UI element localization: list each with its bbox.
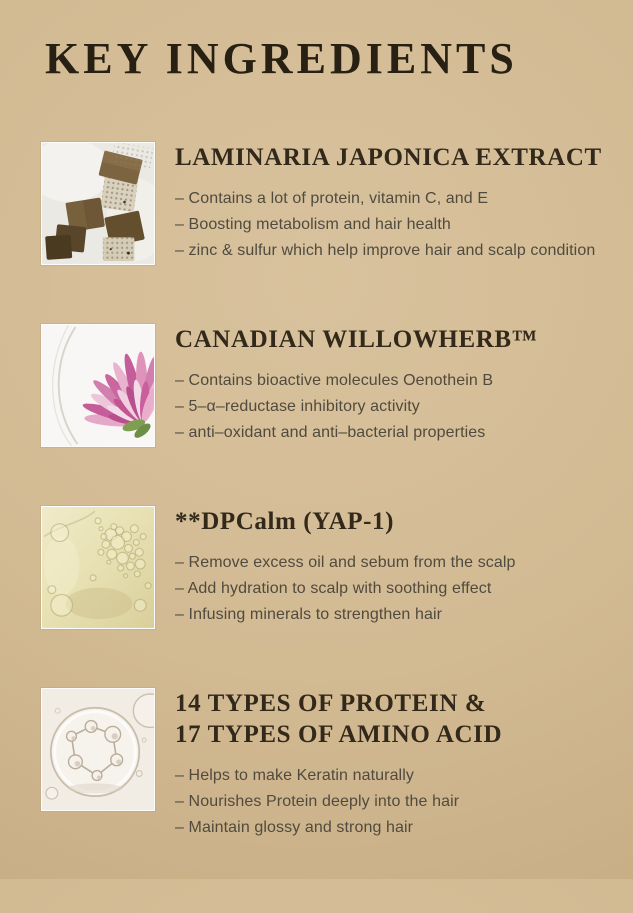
willowherb-flower-illustration [42,325,154,446]
bullet-list [175,550,615,628]
kelp-squares-illustration [42,143,154,264]
bullet-item: – zinc & sulfur which help improve hair and scalp condition [175,242,596,259]
bullet-item: – Infusing minerals to strengthen hair [175,606,443,623]
title-line: 14 TYPES OF PROTEIN & [175,690,487,717]
title-line: LAMINARIA JAPONICA EXTRACT [175,144,602,171]
bullet-item: – 5–α–reductase inhibitory activity [175,398,420,415]
willowherb-flower-photo [41,324,155,447]
title-line: **DPCalm (YAP-1) [175,508,395,535]
key-ingredients-infographic [0,34,633,913]
bullet-list [175,763,615,841]
bullet-item: – Boosting metabolism and hair health [175,216,451,233]
protein-molecule-photo [41,688,155,811]
bullet-item: – Contains a lot of protein, vitamin C, and E [175,190,489,207]
section-content [155,324,615,446]
oil-bubbles-illustration [42,507,154,628]
bullet-item: – Contains bioactive molecules Oenothein B [175,372,494,389]
section-content [155,688,615,841]
title-line: CANADIAN WILLOWHERB™ [175,326,538,353]
section-protein [0,688,633,841]
oil-bubbles-photo [41,506,155,629]
bullet-item: – Maintain glossy and strong hair [175,819,414,836]
protein-molecule-illustration [42,689,154,810]
section-content [155,506,615,628]
bullet-item: – Nourishes Protein deeply into the hair [175,793,460,810]
section-willowherb [0,324,633,447]
section-title [175,142,615,173]
section-content [155,142,615,264]
bullet-item: – anti–oxidant and anti–bacterial properties [175,424,486,441]
title-line: 17 TYPES OF AMINO ACID [175,721,503,748]
section-title [175,506,615,537]
section-title [175,688,615,750]
bullet-item: – Add hydration to scalp with soothing effect [175,580,492,597]
section-laminaria [0,142,633,265]
bullet-item: – Remove excess oil and sebum from the scalp [175,554,516,571]
bullet-list [175,368,615,446]
section-dpcalm [0,506,633,629]
bullet-list [175,186,615,264]
kelp-squares-photo [41,142,155,265]
page-title: KEY INGREDIENTS [45,34,518,83]
bullet-item: – Helps to make Keratin naturally [175,767,414,784]
section-title [175,324,615,355]
sections-container [0,142,633,841]
